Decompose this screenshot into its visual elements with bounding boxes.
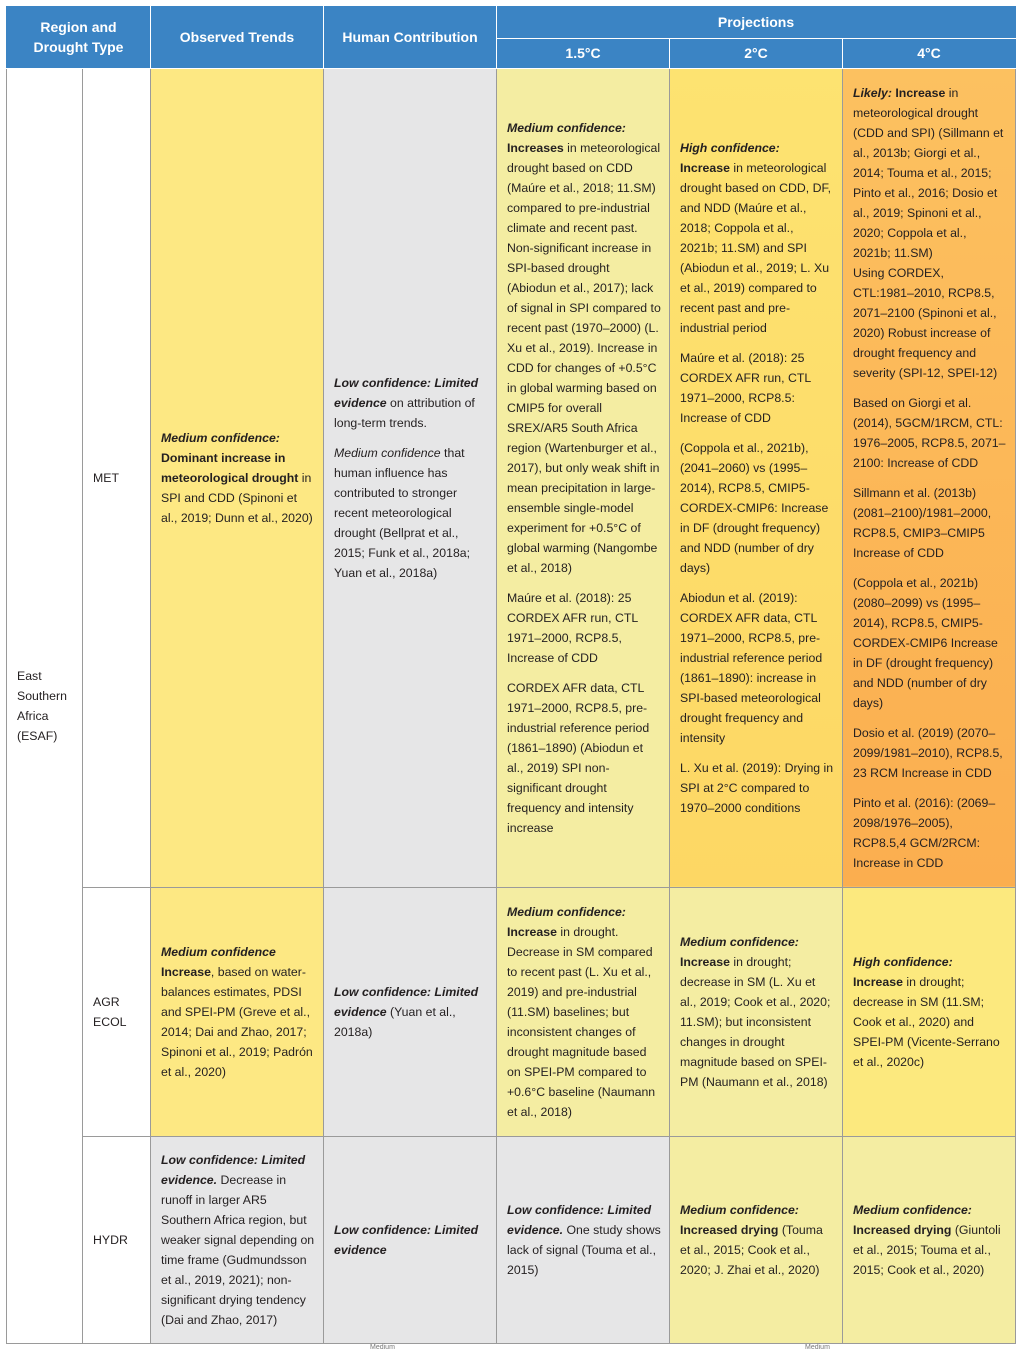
met-2c-cell: High confidence: Increase in meteorological drought based on CDD, DF, and NDD (Maúre et al., 2018; Coppola et al., 2021b; 11.SM) and SPI (Abiodun et al., 2019; L. Xu et al., 2019) compared to recent past and pre-industrial period Maúre et al. (2018): 25 CORDEX AFR run, CTL 1971–2000, RCP8.5: Increase of CDD (Coppola et al., 2021b), (2041–2060) vs (1995–2014), RCP8.5, CMIP5-CORDEX-CMIP6: Increase in DF (drought frequency) and NDD (number of dry days) Abiodun et al. (2019): CORDEX AFR data, CTL 1971–2000, RCP8.5, pre-industrial reference period (1861–1890): increase in SPI-based meteorological drought frequency and intensity L. Xu et al. (2019): Drying in SPI at 2°C compared to 1970–2000 conditions: [670, 68, 843, 887]
region-cell: [7, 68, 83, 1343]
agr-human-cell: Low confidence: Limited evidence (Yuan et al., 2018a): [324, 887, 497, 1136]
drought-type-hydr: HYDR: [83, 1136, 151, 1343]
met-4c-cell: Likely: Increase in meteorological drought (CDD and SPI) (Sillmann et al., 2013b; Giorgi et al., 2014; Touma et al., 2015; Pinto et al., 2016; Dosio et al., 2019; Spinoni et al., 2020; Coppola et al., 2021b; 11.SM) Using CORDEX, CTL:1981–2010, RCP8.5, 2071–2100 (Spinoni et al., 2020) Robust increase of drought frequency and severity (SPI-12, SPEI-12) Based on Giorgi et al. (2014), 5GCM/1RCM, CTL: 1976–2005, RCP8.5, 2071–2100: Increase of CDD Sillmann et al. (2013b) (2081–2100)/1981–2000, RCP8.5, CMIP3–CMIP5 Increase of CDD (Coppola et al., 2021b) (2080–2099) vs (1995–2014), RCP8.5, CMIP5-CORDEX-CMIP6 Increase in DF (drought frequency) and NDD (number of dry days) Dosio et al. (2019) (2070–2099/1981–2010), RCP8.5, 23 RCM Increase in CDD Pinto et al. (2016): (2069–2098/1976–2005), RCP8.5,4 GCM/2RCM: Increase in CDD: [843, 68, 1016, 887]
drought-assessment-table: [6, 6, 1016, 1344]
header-2c: 2°C: [670, 38, 843, 68]
table-row: [7, 887, 1016, 1136]
agr-4c-cell: High confidence: Increase in drought; decrease in SM (11.SM; Cook et al., 2020) and SPEI-PM (Vicente-Serrano et al., 2020c): [843, 887, 1016, 1136]
met-observed-cell: Medium confidence: Dominant increase in meteorological drought in SPI and CDD (Spinoni et al., 2019; Dunn et al., 2020): [151, 68, 324, 887]
hydr-1-5c-cell: Low confidence: Limited evidence. One study shows lack of signal (Touma et al., 2015): [497, 1136, 670, 1343]
hydr-observed-cell: Low confidence: Limited evidence. Decrease in runoff in larger AR5 Southern Africa region, but weaker signal depending on time frame (Gudmundsson et al., 2019, 2021); non-significant drying tendency (Dai and Zhao, 2017): [151, 1136, 324, 1343]
table-row: [7, 68, 1016, 887]
region-label: East Southern Africa (ESAF): [17, 668, 67, 743]
met-1-5c-cell: Medium confidence: Increases in meteorological drought based on CDD (Maúre et al., 2018; 11.SM) compared to pre-industrial climate and recent past. Non-significant increase in SPI-based drought (Abiodun et al., 2017); lack of signal in SPI compared to recent past (1970–2000) (L. Xu et al., 2019). Increase in CDD for changes of +0.5°C in global warming based on CMIP5 for overall SREX/AR5 South Africa region (Wartenburger et al., 2017), but only weak shift in mean precipitation in large-ensemble single-model experiment for +0.5°C of global warming (Nangombe et al., 2018) Maúre et al. (2018): 25 CORDEX AFR run, CTL 1971–2000, RCP8.5, Increase of CDD CORDEX AFR data, CTL 1971–2000, RCP8.5, pre-industrial reference period (1861–1890) (Abiodun et al., 2019) SPI non-significant drought frequency and intensity increase: [497, 68, 670, 887]
met-human-cell: Low confidence: Limited evidence on attribution of long-term trends. Medium confidence that human influence has contributed to stronger recent meteorological drought (Bellprat et al., 2015; Funk et al., 2018a; Yuan et al., 2018a): [324, 68, 497, 887]
agr-1-5c-cell: Medium confidence: Increase in drought. Decrease in SM compared to recent past (L. Xu et al., 2019) and pre-industrial (11.SM) baselines; but inconsistent changes of drought magnitude based on SPEI-PM compared to +0.6°C baseline (Naumann et al., 2018): [497, 887, 670, 1136]
table-row: [7, 1136, 1016, 1343]
footer-fragment-right: Medium: [805, 1344, 830, 1351]
hydr-human-cell: Low confidence: Limited evidence: [324, 1136, 497, 1343]
header-4c: 4°C: [843, 38, 1016, 68]
header-1-5c: 1.5°C: [497, 38, 670, 68]
header-human: Human Contribution: [324, 6, 497, 68]
drought-type-met: MET: [83, 68, 151, 887]
agr-observed-cell: Medium confidence Increase, based on water-balances estimates, PDSI and SPEI-PM (Greve et al., 2014; Dai and Zhao, 2017; Spinoni et al., 2019; Padrón et al., 2020): [151, 887, 324, 1136]
hydr-2c-cell: Medium confidence: Increased drying (Touma et al., 2015; Cook et al., 2020; J. Zhai et al., 2020): [670, 1136, 843, 1343]
hydr-4c-cell: Medium confidence: Increased drying (Giuntoli et al., 2015; Touma et al., 2015; Cook et al., 2020): [843, 1136, 1016, 1343]
agr-2c-cell: Medium confidence: Increase in drought; decrease in SM (L. Xu et al., 2019; Cook et al., 2020; 11.SM); but inconsistent changes in drought magnitude based on SPEI-PM (Naumann et al., 2018): [670, 887, 843, 1136]
header-observed: Observed Trends: [151, 6, 324, 68]
footer-fragment-left: Medium: [370, 1344, 395, 1351]
header-projections: Projections: [497, 6, 1016, 38]
drought-type-agr-ecol: AGR ECOL: [83, 887, 151, 1136]
header-region: Region and Drought Type: [7, 6, 151, 68]
